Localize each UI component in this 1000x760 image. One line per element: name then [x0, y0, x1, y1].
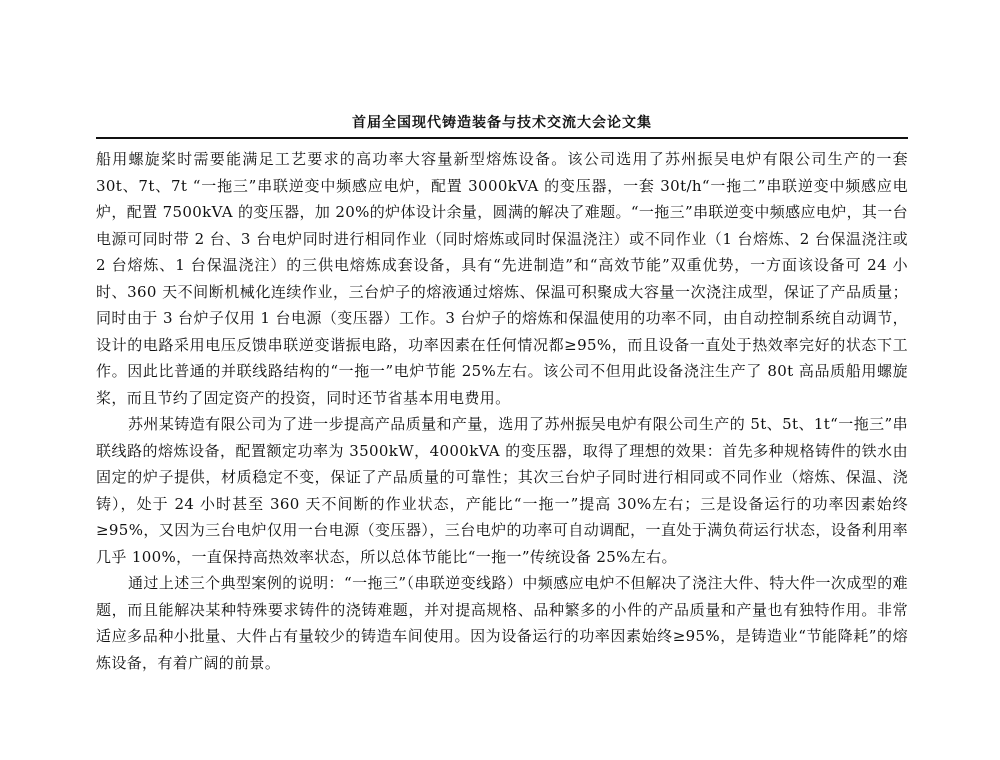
- paragraph-1: 船用螺旋桨时需要能满足工艺要求的高功率大容量新型熔炼设备。该公司选用了苏州振吴电炉有限公司生产的一套 30t、7t、7t “一拖三”串联逆变中频感应电炉，配置 3000kVA 的变压器，一套 30t/h“一拖二”串联逆变中频感应电炉，配置 7500kVA 的变压器，加 20%的炉体设计余量，圆满的解决了难题。“一拖三”串联逆变中频感应电炉，其一台电源可同时带 2 台、3 台电炉同时进行相同作业（同时熔炼或同时保温浇注）或不同作业（1 台熔炼、2 台保温浇注或 2 台熔炼、1 台保温浇注）的三供电熔炼成套设备，具有“先进制造”和“高效节能”双重优势，一方面该设备可 24 小时、360 天不间断机械化连续作业，三台炉子的熔液通过熔炼、保温可积聚成大容量一次浇注成型，保证了产品质量；同时由于 3 台炉子仅用 1 台电源（变压器）工作。3 台炉子的熔炼和保温使用的功率不同，由自动控制系统自动调节，设计的电路采用电压反馈串联逆变谐振电路，功率因素在任何情况都≥95%，而且设备一直处于热效率完好的状态下工作。因此比普通的并联线路结构的“一拖一”电炉节能 25%左右。该公司不但用此设备浇注生产了 80t 高品质船用螺旋桨，而且节约了固定资产的投资，同时还节省基本用电费用。: [96, 150, 908, 407]
- paragraph-3: 通过上述三个典型案例的说明：“一拖三”（串联逆变线路）中频感应电炉不但解决了浇注大件、特大件一次成型的难题，而且能解决某种特殊要求铸件的浇铸难题，并对提高规格、品种繁多的小件的产品质量和产量也有独特作用。非常适应多品种小批量、大件占有量较少的铸造车间使用。因为设备运行的功率因素始终≥95%，是铸造业“节能降耗”的熔炼设备，有着广阔的前景。: [96, 574, 908, 672]
- paragraph-2: 苏州某铸造有限公司为了进一步提高产品质量和产量，选用了苏州振吴电炉有限公司生产的 5t、5t、1t“一拖三”串联线路的熔炼设备，配置额定功率为 3500kW，4000kVA 的变压器，取得了理想的效果：首先多种规格铸件的铁水由固定的炉子提供，材质稳定不变，保证了产品质量的可靠性；其次三台炉子同时进行相同或不同作业（熔炼、保温、浇铸），处于 24 小时甚至 360 天不间断的作业状态，产能比“一拖一”提高 30%左右；三是设备运行的功率因素始终≥95%，又因为三台电炉仅用一台电源（变压器），三台电炉的功率可自动调配，一直处于满负荷运行状态，设备利用率几乎 100%，一直保持高热效率状态，所以总体节能比“一拖一”传统设备 25%左右。: [96, 415, 908, 566]
- header-rule: [96, 137, 908, 139]
- body-text: [96, 146, 908, 676]
- running-header: 首届全国现代铸造装备与技术交流大会论文集: [352, 115, 652, 131]
